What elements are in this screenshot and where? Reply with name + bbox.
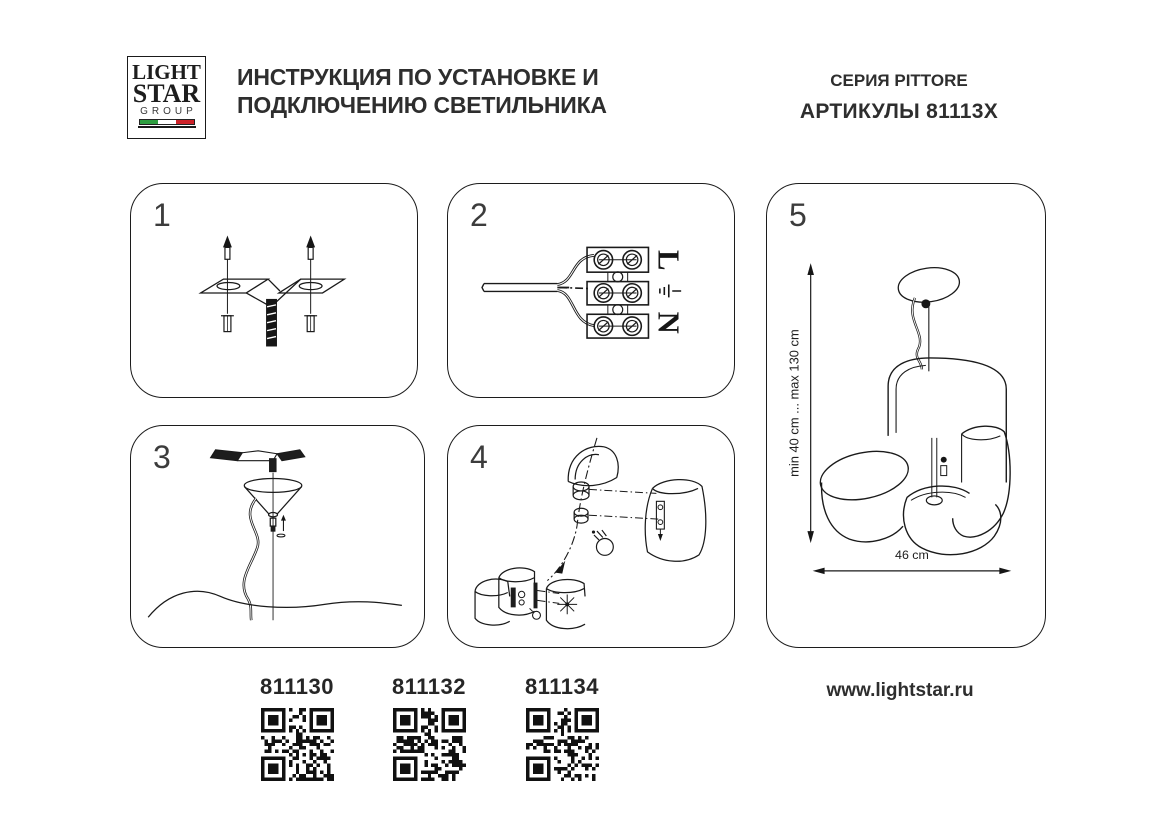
- alignment-lines: [589, 489, 659, 519]
- supply-cable: [482, 255, 594, 325]
- lamp-sockets: [573, 482, 589, 523]
- article-number: 811130: [260, 674, 334, 699]
- hanging-cable: [244, 498, 258, 620]
- upper-shade: [568, 446, 618, 485]
- step2-wiring-diagram: [448, 184, 734, 397]
- vertical-dimension: [786, 263, 814, 543]
- step1-mounting-bracket-diagram: [131, 184, 417, 397]
- articles-label: АРТИКУЛЫ 81113X: [799, 100, 999, 123]
- sparkle-burst-icon: [557, 594, 577, 614]
- flag-white: [158, 120, 176, 124]
- logo-word-star: STAR: [132, 79, 201, 108]
- series-block: [780, 71, 1018, 124]
- step-panel-2: [447, 183, 735, 398]
- threaded-rod: [266, 299, 277, 347]
- title-line-2: ПОДКЛЮЧЕНИЮ СВЕТИЛЬНИКА: [237, 92, 607, 118]
- title-line-1: ИНСТРУКЦИЯ ПО УСТАНОВКЕ И: [237, 64, 599, 90]
- label-neutral-N: N: [651, 311, 686, 334]
- qr-code: [393, 708, 466, 781]
- series-label: СЕРИЯ PITTORE: [830, 71, 968, 90]
- right-shade: [645, 480, 706, 562]
- screw-and-anchor-right: [304, 236, 317, 332]
- step3-canopy-diagram: [131, 426, 424, 647]
- product-variant-1: [231, 674, 363, 786]
- ceiling-canopy: [896, 264, 962, 308]
- product-variant-3: [496, 674, 628, 786]
- axis-arrowhead: [555, 561, 565, 574]
- screw-and-anchor-left: [221, 236, 234, 332]
- ceiling-bracket: [211, 450, 305, 472]
- logo-word-light: LIGHT: [132, 60, 201, 84]
- label-line-L: L: [651, 250, 686, 271]
- assembly-axis: [547, 438, 597, 581]
- step-panel-1: [130, 183, 418, 398]
- logo-underline: [138, 126, 196, 128]
- flag-green: [140, 120, 158, 124]
- up-arrow-icon: [277, 515, 286, 537]
- earth-ground-icon: [660, 285, 681, 298]
- italian-flag-stripe: [139, 119, 195, 125]
- qr-code: [261, 708, 334, 781]
- article-number: 811134: [525, 674, 599, 699]
- step-number-3: 3: [153, 439, 171, 475]
- page-title: [237, 63, 607, 119]
- horizontal-dimension: [813, 548, 1012, 574]
- lamp-shades: [816, 358, 1010, 555]
- lightstar-logo: [127, 56, 206, 139]
- horizontal-dimension-label: 46 cm: [895, 547, 929, 562]
- step-number-5: 5: [789, 197, 807, 233]
- step-number-1: 1: [153, 197, 171, 233]
- article-number: 811132: [392, 674, 466, 699]
- light-bulb: [592, 530, 613, 555]
- vertical-dimension-label: min 40 cm ... max 130 cm: [786, 329, 802, 477]
- step-panel-5: [766, 183, 1046, 648]
- suspension-wires: [912, 298, 929, 371]
- step5-dimensions-diagram: [767, 184, 1045, 647]
- step-number-4: 4: [470, 439, 488, 475]
- terminal-block: [587, 247, 648, 338]
- ceiling-wave-line: [148, 591, 402, 617]
- qr-code: [526, 708, 599, 781]
- step-panel-4: [447, 425, 735, 648]
- product-variant-2: [363, 674, 495, 786]
- step-panel-3: [130, 425, 425, 648]
- logo-word-group: GROUP: [140, 106, 197, 117]
- step4-shade-assembly-diagram: [448, 426, 734, 647]
- website-url: www.lightstar.ru: [826, 680, 974, 701]
- flag-red: [176, 120, 194, 124]
- step-number-2: 2: [470, 197, 488, 233]
- lower-shade-group: [475, 568, 585, 629]
